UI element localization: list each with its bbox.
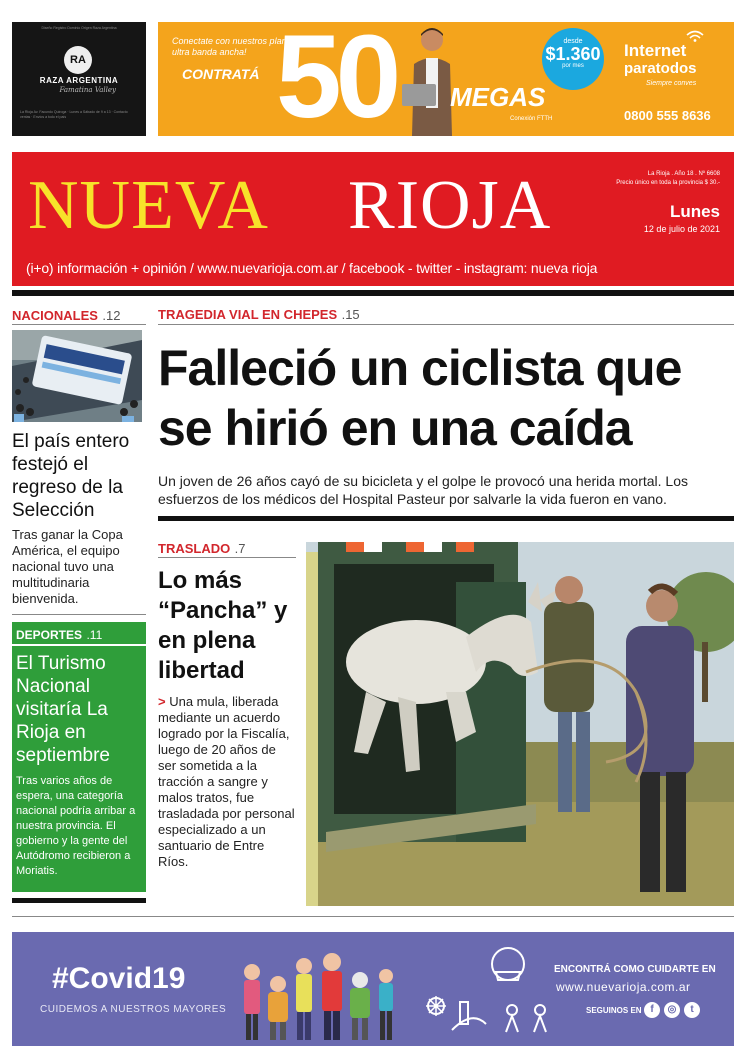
section-name: TRAGEDIA VIAL EN CHEPES: [158, 307, 338, 322]
traslado-body-text: Una mula, liberada mediante un acuerdo logrado por la Fiscalía, luego de 20 años de ser sometida a la tracción a sangre y malos tratos, fue trasladada por personal especializado a un santuario de Entre Ríos.: [158, 694, 295, 869]
section-page: .12: [102, 308, 121, 323]
covid-hashtag: #Covid19: [52, 962, 186, 995]
covid-subtitle: CUIDEMOS A NUESTROS MAYORES: [40, 1004, 227, 1015]
ad-cta-text: CONTRATÁ: [182, 66, 260, 82]
nacionales-body: Tras ganar la Copa América, el equipo nacional tuvo una multitudinaria bienvenida.: [12, 527, 123, 606]
masthead-tagline[interactable]: (i+o) información + opinión / www.nuevarioja.com.ar / facebook - twitter - instagram: nueva rioja: [26, 260, 598, 276]
ad-price: $1.360: [545, 44, 601, 64]
ad-top-fine-print: Diseño Registro Dominio Origen Raza Argentina: [41, 26, 117, 30]
wifi-icon: [686, 30, 704, 42]
ad-price-from: desde: [563, 38, 583, 45]
masthead-title-nueva: NUEVA: [28, 167, 269, 244]
deportes-headline[interactable]: El Turismo Nacional visitaría La Rioja en septiembre: [16, 653, 110, 766]
covid-cta-text: ENCONTRÁ COMO CUIDARTE EN: [554, 964, 716, 975]
section-rule: [12, 324, 146, 325]
edition-info: [598, 170, 720, 188]
section-name: DEPORTES: [16, 628, 83, 642]
section-label-tragedia: [158, 306, 360, 324]
traslado-body: [158, 694, 296, 870]
covid-prevention-icons: [422, 940, 552, 1040]
family-illustration: [232, 944, 432, 1044]
facebook-icon[interactable]: f: [644, 1002, 660, 1018]
ad-per-month: por mes: [562, 63, 584, 69]
column-rule: [12, 614, 146, 615]
edition-price: Precio único en toda la provincia $ 30.-: [616, 180, 720, 186]
section-name: TRASLADO: [158, 541, 231, 556]
ad-slogan: Siempre conves: [646, 80, 697, 87]
section-label-nacionales: [12, 307, 120, 325]
deportes-body: Tras varios años de espera, una categoría nacional podría arribar a nuestra provincia. El gobierno y la gente del Autódromo recibieron a Moriatis.: [16, 775, 136, 877]
twitter-icon[interactable]: t: [684, 1002, 700, 1018]
selection-bus-image: [12, 330, 142, 422]
section-label-deportes: [12, 622, 146, 644]
traslado-headline[interactable]: Lo más “Pancha” y en plena libertad: [158, 567, 288, 684]
section-rule: [158, 324, 734, 325]
mule-transfer-image: [306, 542, 734, 906]
deportes-rule: [12, 644, 146, 646]
photo-selection-bus[interactable]: [12, 330, 142, 422]
covid-follow-label: SEGUINOS EN: [586, 1006, 642, 1015]
photo-mule-transfer[interactable]: [306, 542, 734, 906]
ad-fine-print: La Rioja Av. Facundo Quiroga · Lunes a Sábado de 9 a 13 · Contacto ventas · Envíos a todo el país: [20, 110, 128, 119]
ad-unit-text: MEGAS: [450, 82, 546, 112]
section-rule: [158, 557, 296, 558]
instagram-icon[interactable]: ◎: [664, 1002, 680, 1018]
main-deck: Un joven de 26 años cayó de su bicicleta y el golpe le provocó una herida mortal. Los esfuerzos de los médicos del Hospital Pasteur por salvarle la vida fueron en vano.: [158, 473, 688, 507]
section-label-traslado: [158, 540, 246, 558]
edition-weekday: Lunes: [669, 202, 720, 221]
ad-brand-line1: Internet: [624, 41, 687, 60]
ad-brand-line2: paratodos: [624, 60, 697, 77]
ad-brand-subtitle: Famatina Valley: [59, 86, 116, 94]
masthead: [12, 152, 734, 286]
section-page: .11: [86, 628, 103, 642]
ad-price-bubble: [542, 28, 604, 90]
masthead-divider: [12, 290, 734, 296]
section-name: NACIONALES: [12, 308, 98, 323]
covid-url-link[interactable]: www.nuevarioja.com.ar: [556, 980, 691, 994]
bullet-arrow-icon: >: [158, 694, 166, 709]
section-page: .15: [341, 307, 360, 322]
ad-raza-argentina[interactable]: [12, 22, 146, 136]
nacionales-headline[interactable]: El país entero festejó el regreso de la Selección: [12, 431, 130, 521]
main-headline[interactable]: Falleció un ciclista que se hirió en una caída: [158, 340, 682, 456]
column-bottom-bar: [12, 898, 146, 903]
raza-argentina-logo: RA: [64, 46, 92, 74]
covid-banner[interactable]: [12, 932, 734, 1046]
ad-speed-number: 50: [276, 22, 396, 136]
edition-number: La Rioja . Año 18 . Nº 6608: [647, 171, 720, 177]
ad-internet-paratodos[interactable]: [158, 22, 734, 136]
main-divider: [158, 516, 734, 521]
ad-phone: 0800 555 8636: [624, 108, 711, 123]
ad-brand-name: RAZA ARGENTINA: [39, 76, 119, 85]
ad-intro-text: Conectate con nuestros planes ultra banda ancha!: [172, 36, 297, 57]
section-page: .7: [234, 541, 246, 556]
ad-connection-type: Conexión FTTH: [510, 116, 553, 122]
ad-person-illustration: [400, 24, 460, 136]
edition-date: 12 de julio de 2021: [643, 224, 720, 234]
masthead-title-rioja: RIOJA: [348, 167, 552, 244]
bottom-rule: [12, 916, 734, 917]
